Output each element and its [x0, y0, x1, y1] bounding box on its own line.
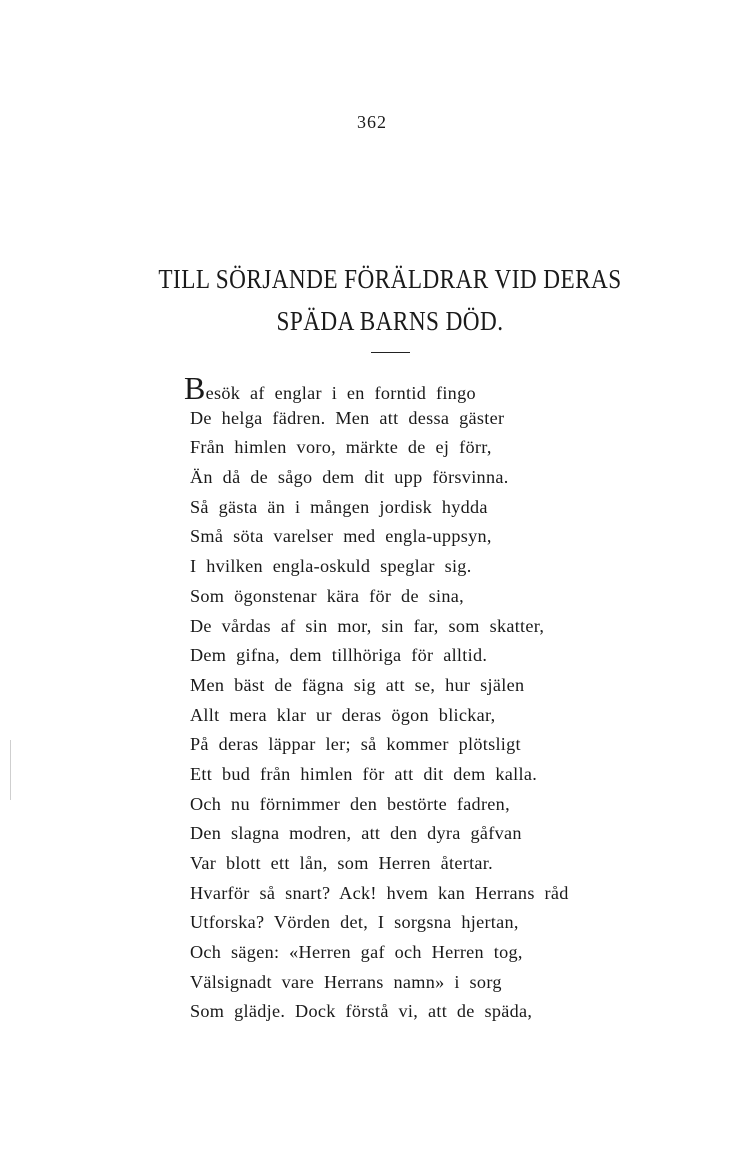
poem-title-line-2: SPÄDA BARNS DÖD. — [276, 306, 504, 336]
poem-line: Den slagna modren, att den dyra gåfvan — [190, 823, 522, 844]
drop-cap: B — [184, 370, 206, 406]
poem-first-line-text: esök af englar i en forntid fingo — [205, 383, 476, 403]
poem-line: Och nu förnimmer den bestörte fadren, — [190, 793, 510, 814]
poem-line: Välsignadt vare Herrans namn» i sorg — [190, 971, 502, 992]
poem-body — [184, 370, 630, 1027]
poem-line: Var blott ett lån, som Herren återtar. — [190, 853, 494, 873]
poem-line: Allt mera klar ur deras ögon blickar, — [190, 704, 496, 725]
poem-line: Ett bud från himlen för att dit dem kalla. — [190, 763, 538, 784]
poem-line: Hvarför så snart? Ack! hvem kan Herrans råd — [190, 882, 569, 903]
poem-title-line-1: TILL SÖRJANDE FÖRÄLDRAR VID DERAS — [158, 264, 622, 294]
page-number: 362 — [357, 112, 387, 132]
title-divider — [371, 352, 410, 353]
page-margin-mark — [10, 740, 11, 800]
poem-title — [158, 258, 622, 342]
poem-line: Men bäst de fägna sig att se, hur själen — [190, 674, 525, 695]
poem-line: Som glädje. Dock förstå vi, att de späda, — [190, 1001, 533, 1022]
poem-line: Från himlen voro, märkte de ej förr, — [190, 437, 492, 458]
poem-line: Än då de sågo dem dit upp försvinna. — [190, 467, 509, 488]
poem-line: I hvilken engla-oskuld speglar sig. — [190, 556, 472, 577]
poem-line: Som ögonstenar kära för de sina, — [190, 585, 465, 606]
poem-line: Så gästa än i mången jordisk hydda — [190, 496, 488, 517]
poem-line: På deras läppar ler; så kommer plötsligt — [190, 734, 521, 755]
poem-line: De helga fädren. Men att dessa gäster — [190, 407, 505, 428]
poem-line: Dem gifna, dem tillhöriga för alltid. — [190, 645, 488, 666]
poem-line — [184, 370, 630, 406]
poem-line: Och sägen: «Herren gaf och Herren tog, — [190, 942, 523, 963]
poem-line: De vårdas af sin mor, sin far, som skatter, — [190, 615, 545, 636]
poem-line: Små söta varelser med engla-uppsyn, — [190, 526, 492, 547]
poem-line: Utforska? Vörden det, I sorgsna hjertan, — [190, 912, 519, 933]
